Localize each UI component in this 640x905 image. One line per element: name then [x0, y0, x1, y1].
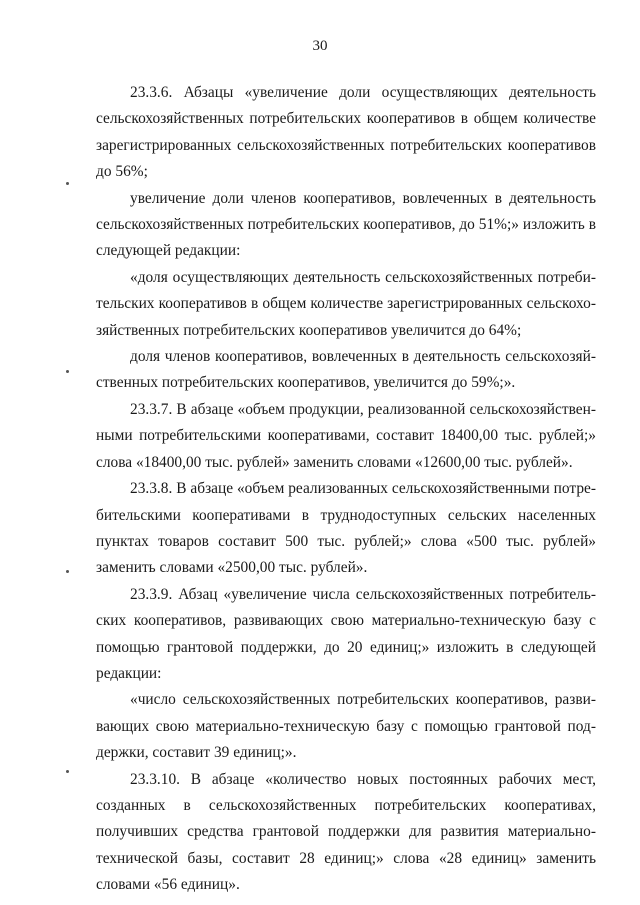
margin-mark [66, 182, 69, 185]
paragraph-23-3-9: 23.3.9. Абзац «увеличение числа сельскохозяйственных потребительских кооперативов, развивающих свою материально-техническую базу с помощью грантовой поддержки, до 20 единиц;» изложить в следующей редакции: [96, 585, 596, 682]
document-body [96, 80, 596, 899]
margin-mark [66, 570, 69, 573]
paragraph-23-3-6: 23.3.6. Абзацы «увеличение доли осуществляющих деятельность сельскохозяйственных потребительских кооперативов в общем количестве зарегистрированных сельскохозяйственных потребительских кооперативов до 56%; [96, 84, 596, 181]
paragraph-23-3-10: 23.3.10. В абзаце «количество новых постоянных рабочих мест, созданных в сельскохозяйственных потребительских кооперативах, получивших средства грантовой поддержки для развития материально-технической базы, составит 28 единиц;» слова «28 единиц» заменить словами «56 единиц». [96, 770, 596, 894]
margin-mark [66, 770, 69, 773]
paragraph-new-share-members: доля членов кооперативов, вовлеченных в деятельность сельскохозяйственных потребительских кооперативов, увеличится до 59%;». [96, 348, 596, 392]
margin-mark [66, 370, 69, 373]
paragraph-23-3-7: 23.3.7. В абзаце «объем продукции, реализованной сельскохозяйственными потребительскими кооперативами, составит 18400,00 тыс. рублей;» слова «18400,00 тыс. рублей» заменить словами «12600,00 тыс. рублей». [96, 400, 596, 471]
page-number: 30 [312, 38, 328, 54]
paragraph-new-share-cooperatives: «доля осуществляющих деятельность сельскохозяйственных потребительских кооперативов в общем количестве зарегистрированных сельскохозяйственных потребительских кооперативов увеличится до 64%; [96, 268, 596, 339]
paragraph-new-cooperatives-count: «число сельскохозяйственных потребительских кооперативов, развивающих свою материально-техническую базу с помощью грантовой поддержки, составит 39 единиц;». [96, 691, 596, 762]
paragraph-members-share: увеличение доли членов кооперативов, вовлеченных в деятельность сельскохозяйственных потребительских кооперативов, до 51%;» изложить в следующей редакции: [96, 189, 596, 260]
paragraph-23-3-8: 23.3.8. В абзаце «объем реализованных сельскохозяйственными потребительскими кооперативами в труднодоступных сельских населенных пунктах товаров составит 500 тыс. рублей;» слова «500 тыс. рублей» заменить словами «2500,00 тыс. рублей». [96, 480, 596, 577]
